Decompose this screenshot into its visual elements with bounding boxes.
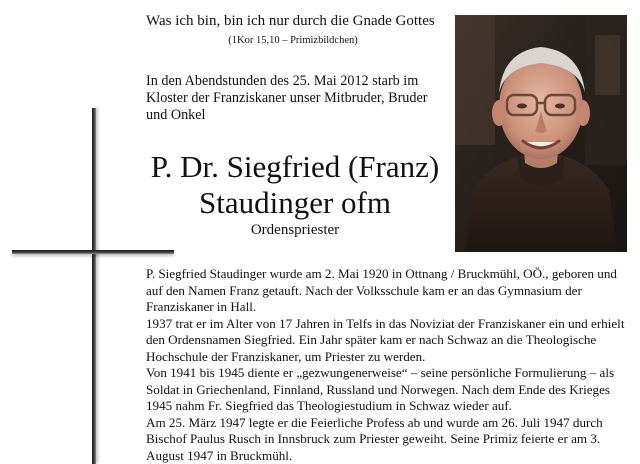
biography-paragraph: 1937 trat er im Alter von 17 Jahren in Telfs in das Noviziat der Franziskaner ein und erhielt den Ordensnamen Siegfried. Ein Jahr später kam er nach Schwaz an die Theologische Hochschule der Franziskaner, um Priester zu werden. xyxy=(146,315,625,364)
biography-paragraph: Von 1941 bis 1945 diente er „gezwungenerweise“ – seine persönliche Formulierung – als Soldat in Griechenland, Finnland, Russland und Norwegen. Nach dem Ende des Krieges 1945 nahm Fr. Siegfried das Theologiestudium in Schwaz wieder auf. xyxy=(146,365,615,413)
deceased-role: Ordenspriester xyxy=(250,222,340,238)
portrait-photo xyxy=(455,15,627,252)
deceased-name-line1: P. Dr. Siegfried (Franz) xyxy=(150,149,440,184)
cross-horizontal-beam xyxy=(12,250,174,254)
deceased-name-line2: Staudinger ofm xyxy=(199,185,391,220)
biography-paragraph: Am 25. März 1947 legte er die Feierliche Profess ab und wurde am 26. Juli 1947 durch Bischof Paulus Rusch in Innsbruck zum Priester geweiht. Seine Primiz feierte er am 3. August 1947 in Bruckmühl. xyxy=(146,414,603,463)
motto-source: (1Kor 15,10 – Primizbildchen) xyxy=(228,35,358,46)
deceased-name-block xyxy=(146,150,444,238)
cross-vertical-beam xyxy=(92,108,96,464)
death-notice: In den Abendstunden des 25. Mai 2012 starb im Kloster der Franziskaner unser Mitbruder, Bruder und Onkel xyxy=(146,73,428,123)
biography xyxy=(146,266,633,464)
biography-paragraph: P. Siegfried Staudinger wurde am 2. Mai 1920 in Ottnang / Bruckmühl, OÖ., geboren und auf den Namen Franz getauft. Nach der Volksschule kam er an das Gymnasium der Franziskaner in Hall. xyxy=(146,266,617,314)
motto-quote: Was ich bin, bin ich nur durch die Gnade Gottes xyxy=(146,13,435,29)
